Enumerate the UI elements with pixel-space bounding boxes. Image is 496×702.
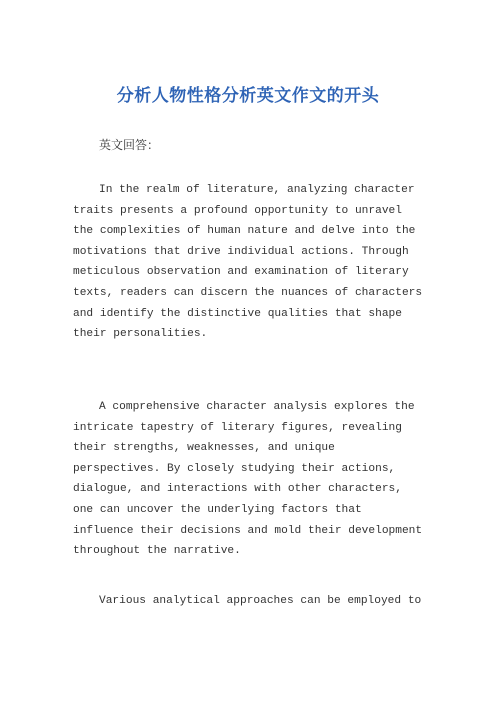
paragraph-1: In the realm of literature, analyzing character traits presents a profound opportunity to unravel the complexities of human nature and delve into the motivations that drive individual actions. Through meticulous observation and examination of literary texts, readers can discern the nuances of characters and identify the distinctive qualities that shape their personalities. [73,184,423,341]
document-title: 分析人物性格分析英文作文的开头 [116,86,380,106]
section-label: 英文回答： [99,138,160,152]
paragraph-3: Various analytical approaches can be employed to [99,595,422,607]
paragraph-2: A comprehensive character analysis explores the intricate tapestry of literary figures, revealing their strengths, weaknesses, and unique perspectives. By closely studying their actions, dialogue, and interactions with other characters, one can uncover the underlying factors that influence their decisions and mold their development throughout the narrative. [73,401,423,558]
